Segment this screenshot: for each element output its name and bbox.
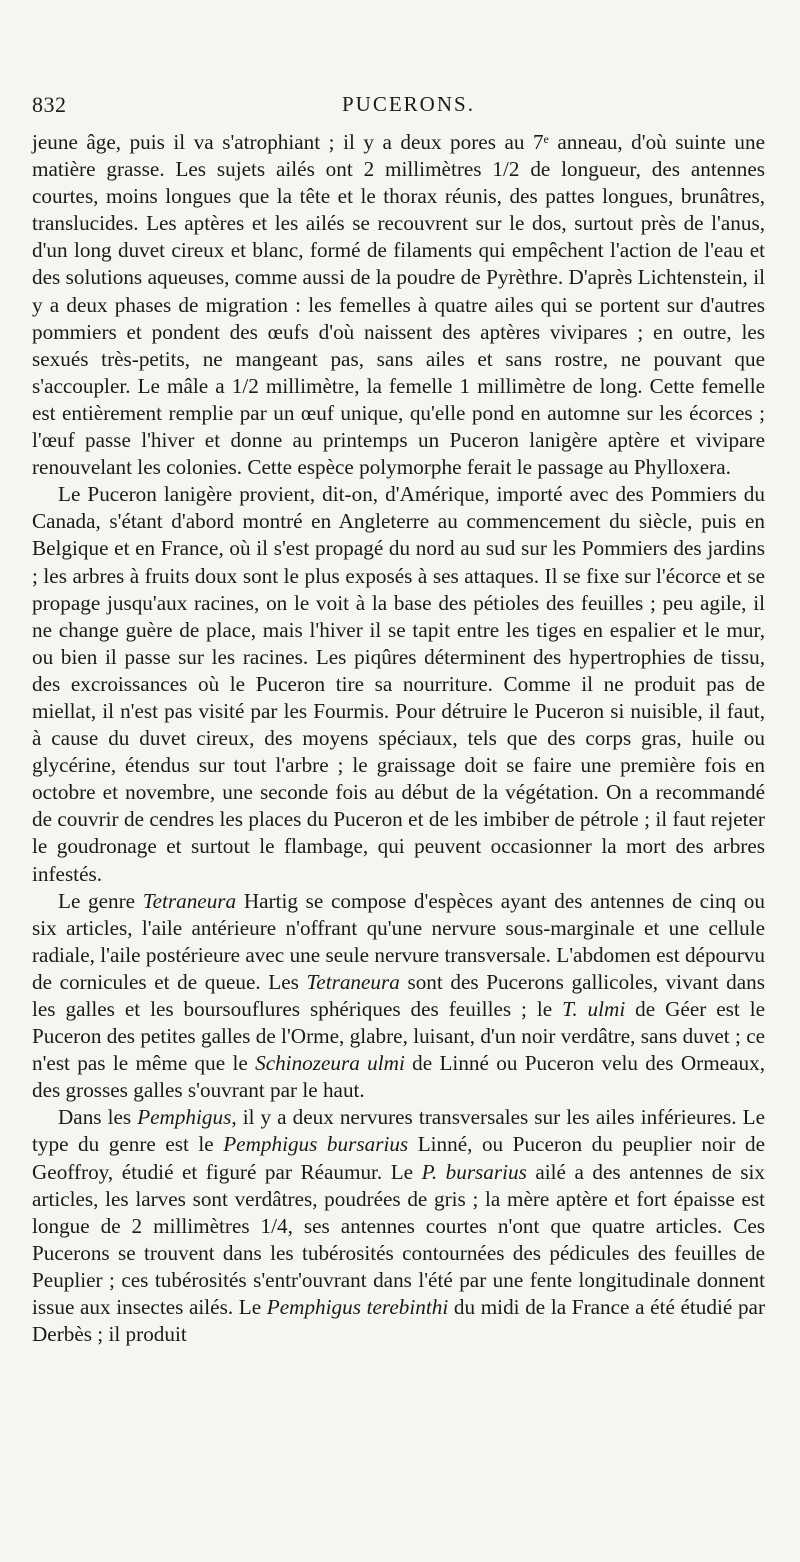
running-title: PUCERONS. [342, 92, 475, 116]
text-run: Hartig se compose d'espèces ayant des antennes de cinq ou six articles, l'aile antérieure n'offrant qu'une nervure sous-marginale et une cellule radiale, l'aile postérieure avec une seule nervure transversale. L'abdomen est dépourvu de cornicules et de queue. Les [32, 888, 765, 994]
paragraph [32, 888, 765, 1105]
text-run: Le Puceron lanigère provient, dit-on, d'Amérique, importé avec des Pommiers du Canada, s'étant d'abord montré en Angleterre au commencement du siècle, puis en Belgique et en France, où il s'est propagé du nord au sud sur les Pommiers des jardins ; les arbres à fruits doux sont le plus exposés à ses attaques. Il se fixe sur l'écorce et se propage jusqu'aux racines, on le voit à la base des pétioles des feuilles ; peu agile, il ne change guère de place, mais l'hiver il se tapit entre les tiges en espalier et le mur, ou bien il passe sur les racines. Les piqûres déterminent des hypertrophies de tissu, des excroissances où le Puceron tire sa nourriture. Comme il ne produit pas de miellat, il n'est pas visité par les Fourmis. Pour détruire le Puceron si nuisible, il faut, à cause du duvet cireux, des moyens spéciaux, tels que des corps gras, huile ou glycérine, étendus sur tout l'arbre ; le graissage doit se faire une première fois en octobre et novembre, une seconde fois au début de la végétation. On a recommandé de couvrir de cendres les places du Puceron et de les imbiber de pétrole ; il faut rejeter le goudronage et surtout le flambage, qui peuvent occasionner la mort des arbres infestés. [32, 482, 765, 886]
text-run: sont des Pucerons gallicoles, vivant dans les galles et les boursouflures sphériques des feuilles ; le [32, 969, 765, 1021]
paragraph [32, 129, 765, 481]
paragraph [32, 1104, 765, 1348]
italic-term: Pemphigus [137, 1105, 232, 1130]
text-run: ailé a des antennes de six articles, les larves sont verdâtres, poudrées de gris ; la mère aptère et fort épaisse est longue de 2 millimètres 1/4, ses antennes courtes n'ont que quatre articles. Ces Pucerons se trouvent dans les tubérosités contournées des pédicules des feuilles de Peuplier ; ces tubérosités s'entr'ouvrant dans l'été par une fente longitudinale donnent issue aux insectes ailés. Le [32, 1159, 766, 1320]
italic-term: Pemphigus bursarius [223, 1132, 409, 1157]
page-header [32, 92, 760, 120]
text-run: de Géer est le Puceron des petites galles de l'Orme, glabre, luisant, d'un noir verdâtre, sans duvet ; ce n'est pas le même que le [32, 997, 765, 1076]
page-number: 832 [32, 92, 67, 117]
text-run: anneau, d'où suinte une matière grasse. Les sujets ailés ont 2 millimètres 1/2 de longueur, des antennes courtes, moins longues que la tête et le thorax réunis, des pattes longues, brunâtres, translucides. Les aptères et les ailés se recouvrent sur le dos, surtout près de l'anus, d'un long duvet cireux et blanc, formé de filaments qui empêchent l'action de l'eau et des solutions aqueuses, comme aussi de la poudre de Pyrèthre. D'après Lichtenstein, il y a deux phases de migration : les femelles à quatre ailes qui se portent sur d'autres pommiers et pondent des œufs d'où naissent des aptères vivipares ; en outre, les sexués très-petits, ne mangeant pas, sans ailes et sans rostre, ne pouvant que s'accoupler. Le mâle a 1/2 millimètre, la femelle 1 millimètre de long. Cette femelle est entièrement remplie par un œuf unique, qu'elle pond en automne sur les écorces ; l'œuf passe l'hiver et donne au printemps un Puceron lanigère aptère et vivipare renouvelant les colonies. Cette espèce polymorphe ferait le passage au Phylloxera. [32, 130, 765, 480]
text-run: Le genre [58, 888, 143, 913]
italic-term: Tetraneura [306, 969, 400, 994]
text-run: jeune âge, puis il va s'atrophiant ; il y a deux pores au 7 [32, 130, 544, 154]
body-text [32, 129, 765, 1348]
text-run: , il y a deux nervures transversales sur les ailes inférieures. Le type du genre est le [32, 1105, 765, 1157]
italic-term: T. ulmi [562, 997, 626, 1021]
text-run: du midi de la France a été étudié par Derbès ; il produit [32, 1295, 765, 1347]
italic-term: Tetraneura [142, 888, 237, 913]
paragraph [32, 481, 765, 887]
text-run: de Linné ou Puceron velu des Ormeaux, des grosses galles s'ouvrant par le haut. [32, 1051, 766, 1103]
superscript: e [543, 132, 549, 146]
italic-term: Schinozeura ulmi [255, 1051, 405, 1076]
text-run: Dans les [58, 1105, 138, 1130]
italic-term: Pemphigus terebinthi [266, 1295, 449, 1320]
text-run: Linné, ou Puceron du peuplier noir de Geoffroy, étudié et figuré par Réaumur. Le [32, 1132, 765, 1184]
italic-term: P. bursarius [421, 1159, 527, 1184]
